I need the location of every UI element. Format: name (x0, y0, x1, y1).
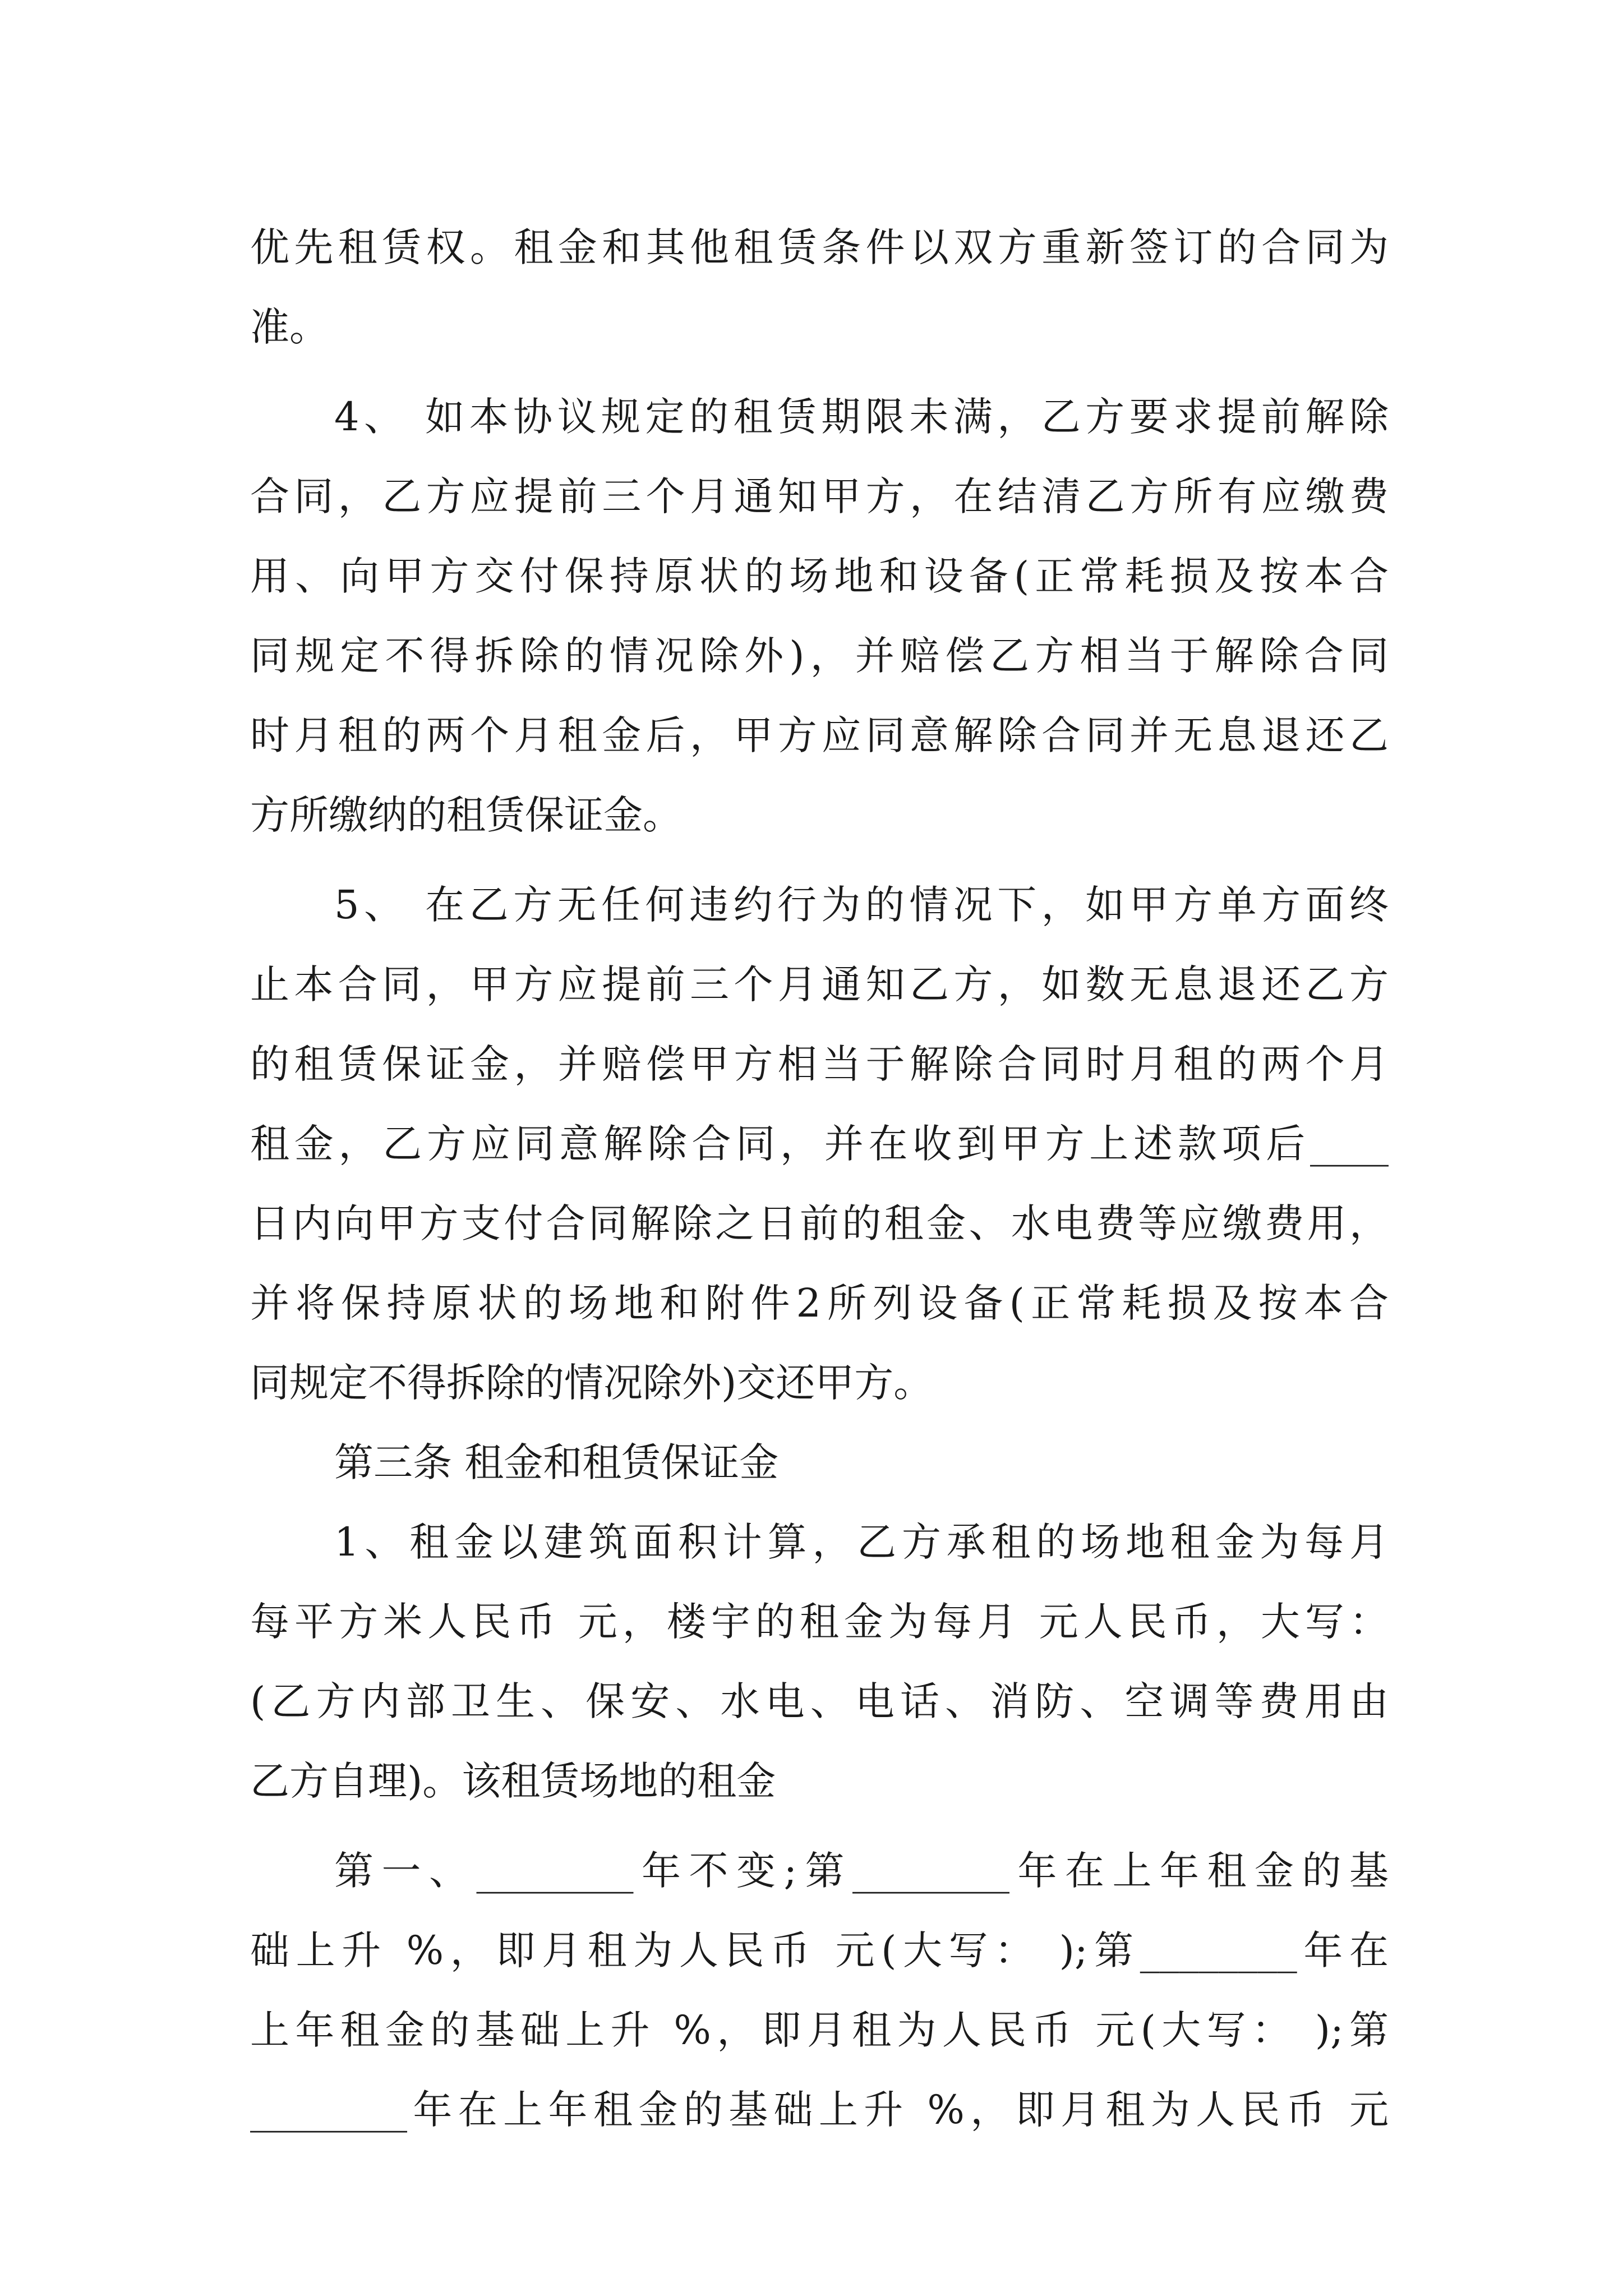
text-line: (乙方内部卫生、保安、水电、电话、消防、空调等费用由 (250, 1678, 1389, 1724)
text-line: 上年租金的基础上升 %，即月租为人民币 元(大写： );第 (250, 2007, 1389, 2053)
text-line: 时月租的两个月租金后，甲方应同意解除合同并无息退还乙 (250, 712, 1389, 758)
rent-schedule-line: 第一、________年不变;第________年在上年租金的基 (334, 1848, 1389, 1894)
rent-clause-line: 1、租金以建筑面积计算，乙方承租的场地租金为每月 (334, 1519, 1389, 1565)
text-line: 租金，乙方应同意解除合同，并在收到甲方上述款项后____ (250, 1121, 1389, 1167)
text-line: 止本合同，甲方应提前三个月通知乙方，如数无息退还乙方 (250, 961, 1389, 1007)
text-line: 每平方米人民币 元，楼宇的租金为每月 元人民币，大写： (250, 1599, 1389, 1645)
text-line: ________年在上年租金的基础上升 %，即月租为人民币 元 (250, 2087, 1389, 2133)
section-heading: 第三条 租金和租赁保证金 (334, 1439, 779, 1485)
clause-5-line: 5、 在乙方无任何违约行为的情况下，如甲方单方面终 (334, 882, 1389, 928)
text-line: 的租赁保证金，并赔偿甲方相当于解除合同时月租的两个月 (250, 1041, 1389, 1087)
document-body (250, 208, 1389, 2150)
text-line: 乙方自理)。该租赁场地的租金 (250, 1758, 776, 1804)
text-line: 日内向甲方支付合同解除之日前的租金、水电费等应缴费用， (250, 1200, 1389, 1246)
text-line: 准。 (250, 304, 329, 350)
text-line: 同规定不得拆除的情况除外)交还甲方。 (250, 1360, 933, 1406)
text-line: 优先租赁权。租金和其他租赁条件以双方重新签订的合同为 (250, 224, 1389, 270)
text-line: 用、向甲方交付保持原状的场地和设备(正常耗损及按本合 (250, 553, 1389, 599)
clause-4-line: 4、 如本协议规定的租赁期限未满，乙方要求提前解除 (334, 394, 1389, 440)
text-line: 合同，乙方应提前三个月通知甲方，在结清乙方所有应缴费 (250, 473, 1389, 519)
text-line: 同规定不得拆除的情况除外)，并赔偿乙方相当于解除合同 (250, 633, 1389, 679)
text-line: 础上升 %，即月租为人民币 元(大写： );第________年在 (250, 1927, 1389, 1973)
text-line: 方所缴纳的租赁保证金。 (250, 792, 682, 838)
text-line: 并将保持原状的场地和附件2所列设备(正常耗损及按本合 (250, 1280, 1389, 1326)
